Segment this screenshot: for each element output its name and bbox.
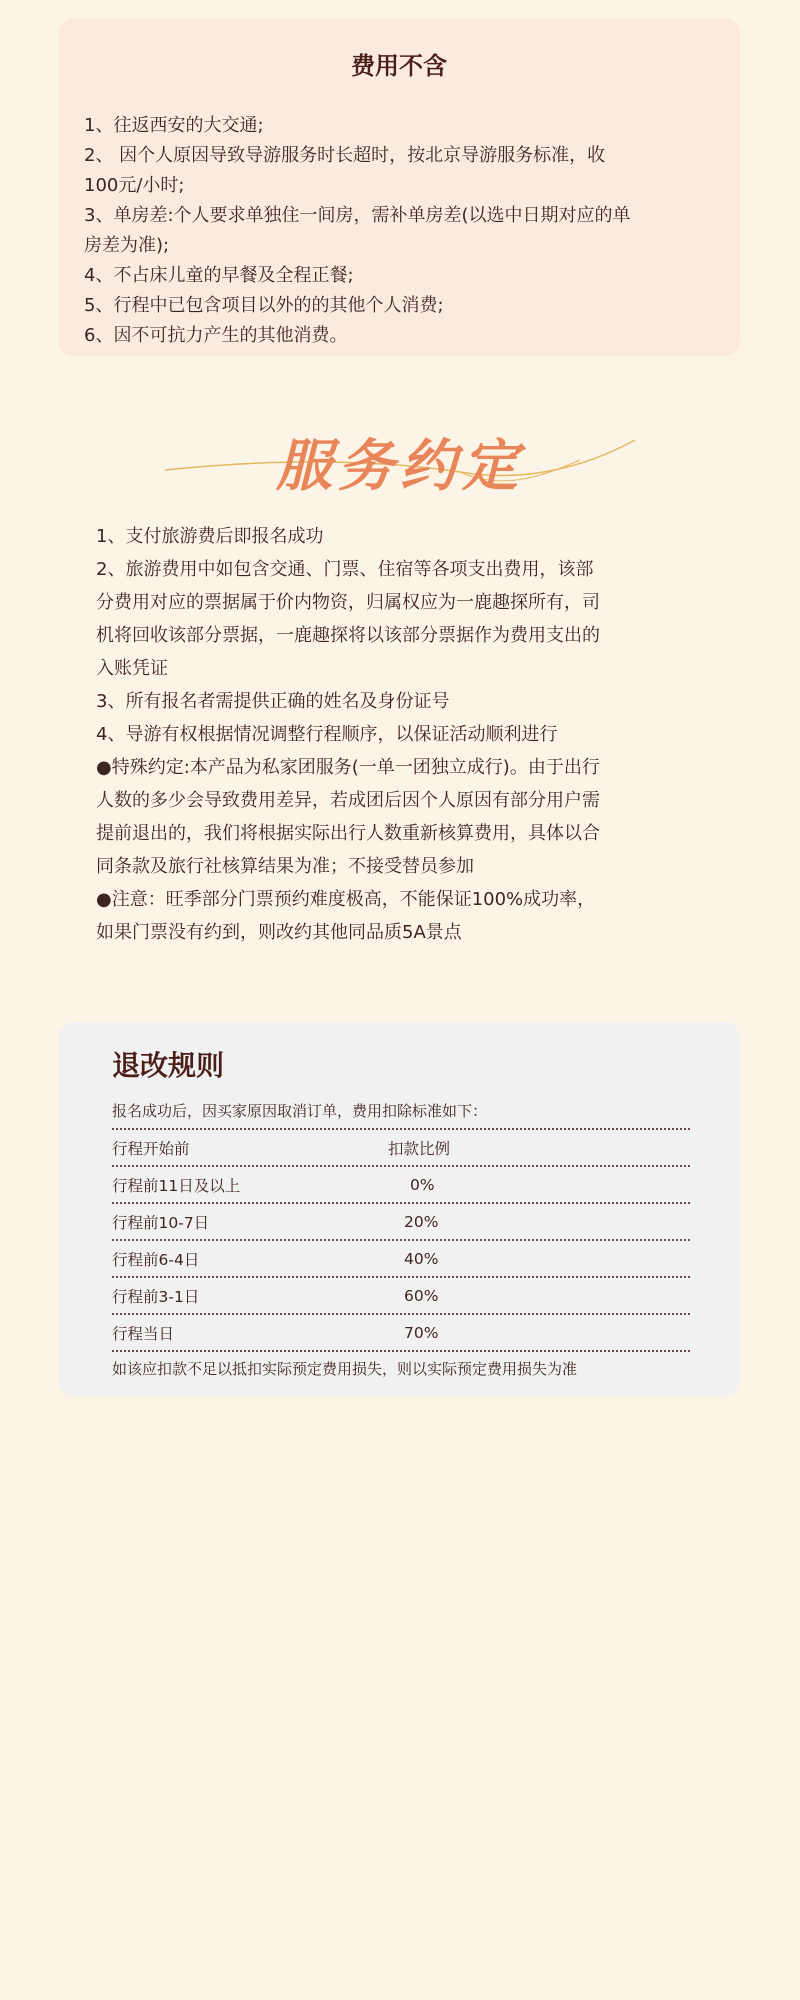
fee-excluded-title: 费用不含: [351, 52, 447, 80]
service-line: 分费用对应的票据属于价内物资，归属权应为一鹿趣探所有，司: [96, 592, 600, 613]
refund-row: [112, 1315, 690, 1352]
fee-excluded-line: 2、 因个人原因导致导游服务时长超时，按北京导游服务标准，收: [84, 145, 606, 166]
fee-excluded-line: 1、往返西安的大交通;: [84, 115, 264, 136]
refund-period: 行程前11日及以上: [112, 1176, 241, 1195]
refund-intro: 报名成功后，因买家原因取消订单，费用扣除标准如下：: [112, 1100, 690, 1130]
fee-excluded-line: 5、行程中已包含项目以外的的其他个人消费;: [84, 295, 444, 316]
service-line: ●注意：旺季部分门票预约难度极高，不能保证100%成功率，: [96, 889, 596, 910]
service-line: 1、支付旅游费后即报名成功: [96, 526, 324, 547]
refund-ratio: 0%: [410, 1175, 435, 1194]
fee-excluded-line: 100元/小时;: [84, 175, 185, 196]
refund-title: 退改规则: [112, 1049, 225, 1082]
service-line: 2、旅游费用中如包含交通、门票、住宿等各项支出费用，该部: [96, 559, 594, 580]
refund-period: 行程前10-7日: [112, 1213, 210, 1232]
service-line: 提前退出的，我们将根据实际出行人数重新核算费用，具体以合: [96, 823, 600, 844]
fee-excluded-list: [84, 111, 714, 351]
refund-row: [112, 1241, 690, 1278]
refund-ratio: 40%: [404, 1249, 439, 1268]
service-line: ●特殊约定:本产品为私家团服务(一单一团独立成行)。由于出行: [96, 757, 600, 778]
refund-ratio: 60%: [404, 1286, 439, 1305]
refund-card: [58, 1022, 740, 1396]
refund-row: [112, 1278, 690, 1315]
service-heading: [160, 400, 640, 510]
refund-row: [112, 1167, 690, 1204]
service-line: 同条款及旅行社核算结果为准；不接受替员参加: [96, 856, 474, 877]
service-line: 机将回收该部分票据，一鹿趣探将以该部分票据作为费用支出的: [96, 625, 600, 646]
service-line: 如果门票没有约到，则改约其他同品质5A景点: [96, 922, 462, 943]
refund-header-row: [112, 1130, 690, 1167]
fee-excluded-line: 4、不占床儿童的早餐及全程正餐;: [84, 265, 354, 286]
fee-excluded-card: [58, 18, 740, 356]
refund-period: 行程前6-4日: [112, 1250, 200, 1269]
refund-period: 行程前3-1日: [112, 1287, 200, 1306]
refund-ratio: 70%: [404, 1323, 439, 1342]
fee-excluded-line: 6、因不可抗力产生的其他消费。: [84, 325, 348, 346]
fee-excluded-line: 房差为准);: [84, 235, 170, 256]
fee-excluded-line: 3、单房差:个人要求单独住一间房，需补单房差(以选中日期对应的单: [84, 205, 631, 226]
service-line: 3、所有报名者需提供正确的姓名及身份证号: [96, 691, 450, 712]
service-terms: [96, 520, 706, 949]
service-line: 4、导游有权根据情况调整行程顺序，以保证活动顺利进行: [96, 724, 558, 745]
service-line: 入账凭证: [96, 658, 168, 679]
service-line: 人数的多少会导致费用差异，若成团后因个人原因有部分用户需: [96, 790, 600, 811]
service-title: 服务约定: [276, 433, 524, 499]
refund-header-ratio: 扣款比例: [388, 1139, 451, 1158]
refund-row: [112, 1204, 690, 1241]
refund-period: 行程当日: [112, 1324, 175, 1343]
refund-ratio: 20%: [404, 1212, 439, 1231]
refund-header-period: 行程开始前: [112, 1139, 190, 1158]
refund-footer: 如该应扣款不足以抵扣实际预定费用损失，则以实际预定费用损失为准: [112, 1360, 578, 1378]
